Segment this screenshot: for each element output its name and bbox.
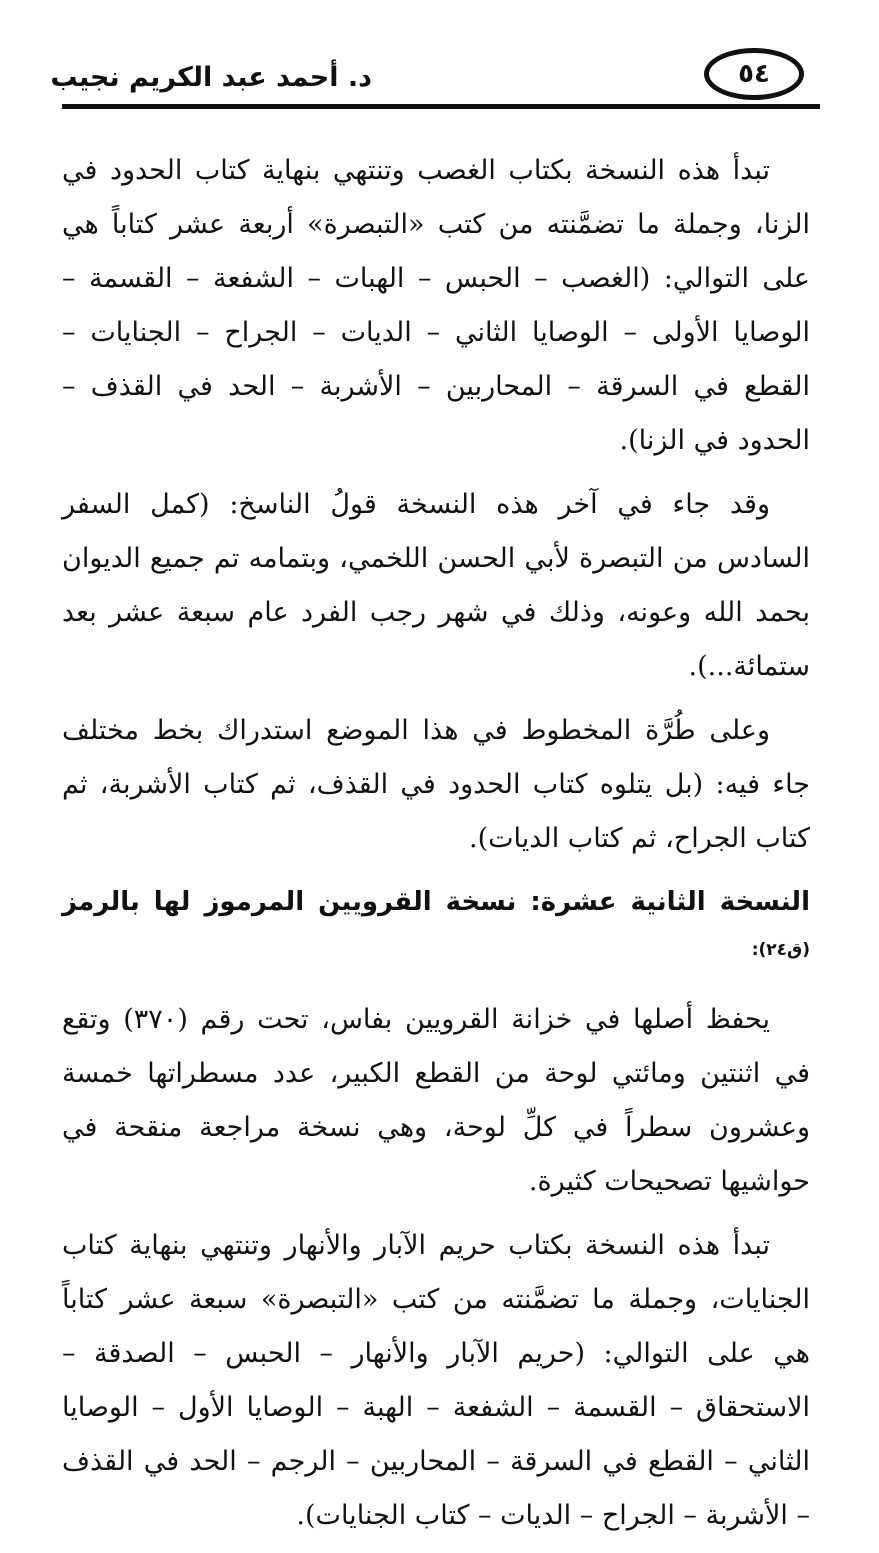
section-heading-symbol: (ق٢٤): — [751, 940, 810, 960]
paragraph-1: تبدأ هذه النسخة بكتاب الغصب وتنتهي بنهاية كتاب الحدود في الزنا، وجملة ما تضمَّنته من كتب «التبصرة» أربعة عشر كتاباً هي على التوالي: (الغصب – الحبس – الهبات – الشفعة – القسمة – الوصايا الأولى – الوصايا الثاني – الديات – الجراح – الجنايات – القطع في السرقة – المحاربين – الأشربة – الحد في القذف – الحدود في الزنا). — [62, 155, 810, 456]
page-header — [50, 44, 820, 114]
page-body — [62, 144, 810, 1553]
page-number: ٥٤ — [704, 48, 804, 100]
header-rule — [62, 104, 820, 109]
paragraph-5: تبدأ هذه النسخة بكتاب حريم الآبار والأنهار وتنتهي بنهاية كتاب الجنايات، وجملة ما تضمَّنته من كتب «التبصرة» سبعة عشر كتاباً هي على التوالي: (حريم الآبار والأنهار – الحبس – الصدقة – الاستحقاق – القسمة – الشفعة – الهبة – الوصايا الأول – الوصايا الثاني – القطع في السرقة – المحاربين – الرجم – الحد في القذف – الأشربة – الجراح – الديات – كتاب الجنايات). — [62, 1230, 810, 1531]
paragraph-3: وعلى طُرَّة المخطوط في هذا الموضع استدراك بخط مختلف جاء فيه: (بل يتلوه كتاب الحدود في القذف، ثم كتاب الأشربة، ثم كتاب الجراح، ثم كتاب الديات). — [62, 715, 810, 854]
paragraph-4: يحفظ أصلها في خزانة القرويين بفاس، تحت رقم (٣٧٠) وتقع في اثنتين ومائتي لوحة من القطع الكبير، عدد مسطراتها خمسة وعشرون سطراً في كلِّ لوحة، وهي نسخة مراجعة منقحة في حواشيها تصحيحات كثيرة. — [62, 1004, 810, 1197]
section-heading-text: النسخة الثانية عشرة: نسخة القرويين المرموز لها بالرمز — [62, 887, 810, 917]
paragraph-2: وقد جاء في آخر هذه النسخة قولُ الناسخ: (كمل السفر السادس من التبصرة لأبي الحسن اللخمي، وبتمامه تم جميع الديوان بحمد الله وعونه، وذلك في شهر رجب الفرد عام سبعة عشر بعد ستمائة...). — [62, 489, 810, 682]
running-head-author: د. أحمد عبد الكريم نجيب — [50, 62, 372, 93]
section-heading — [62, 878, 810, 977]
